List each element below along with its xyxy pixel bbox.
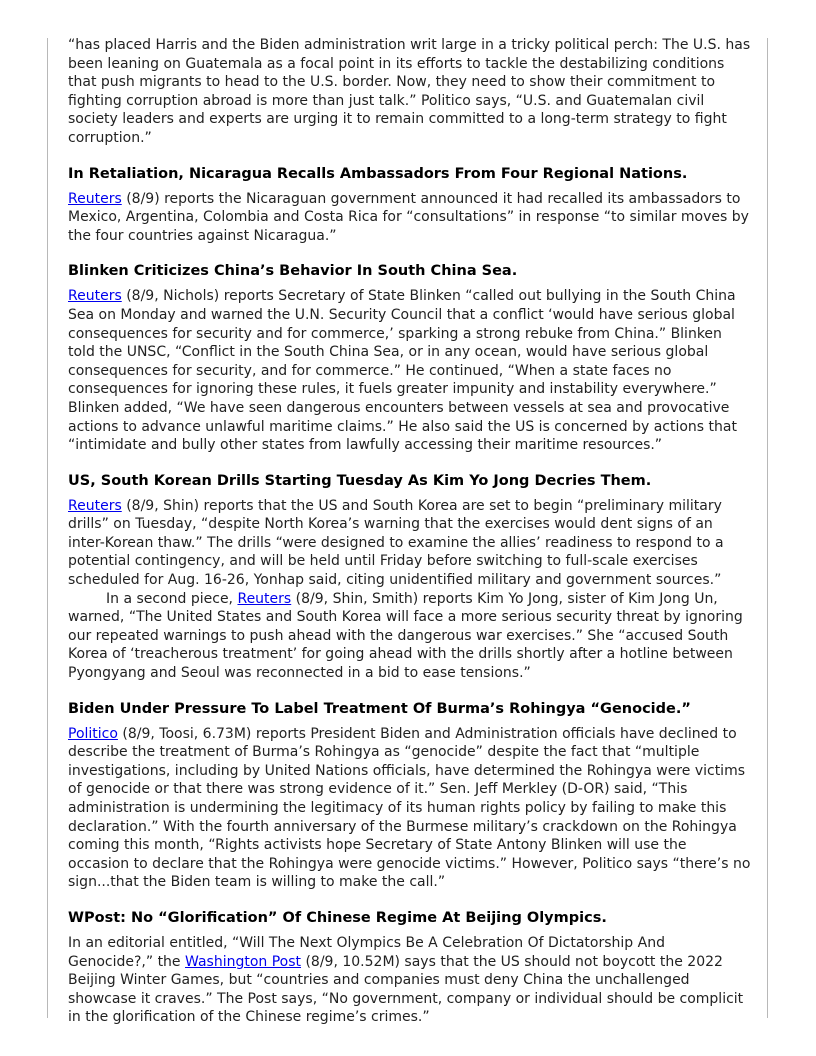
source-link-reuters[interactable]: Reuters bbox=[68, 190, 122, 207]
article-headline: US, South Korean Drills Starting Tuesday As Kim Yo Jong Decries Them. bbox=[68, 472, 652, 489]
article-body bbox=[68, 934, 752, 1027]
article-headline: WPost: No “Glorification” Of Chinese Regime At Beijing Olympics. bbox=[68, 909, 607, 926]
article-south-china-sea bbox=[68, 262, 752, 454]
source-link-politico[interactable]: Politico bbox=[68, 725, 118, 742]
article-text: (8/9, Shin) reports that the US and South Korea are set to begin “preliminary military drills” on Tuesday, “despite North Korea’s warning that the exercises would dent signs of an inter-Korean thaw.” The drills “were designed to examine the allies’ readiness to respond to a potential contingency, and will be held until Friday before switching to full-scale exercises scheduled for Aug. 16-26, Yonhap said, citing unidentified military and government sources.” bbox=[68, 497, 724, 589]
intro-paragraph: “has placed Harris and the Biden administration writ large in a tricky political perch: The U.S. has been leaning on Guatemala as a focal point in its efforts to tackle the destabilizing conditions that push migrants to head to the U.S. border. Now, they need to show their commitment to fighting corruption abroad is more than just talk.” Politico says, “U.S. and Guatemalan civil society leaders and experts are urging it to remain committed to a long-term strategy to fight corruption.” bbox=[68, 37, 751, 146]
article-headline: Blinken Criticizes China’s Behavior In South China Sea. bbox=[68, 263, 518, 280]
source-link-reuters[interactable]: Reuters bbox=[68, 288, 122, 305]
article-text: (8/9, 10.52M) says that the US should not boycott the 2022 Beijing Winter Games, but “countries and companies must deny China the unchallenged showcase it craves.” The Post says, “No government, company or individual should be complicit in the glorification of the Chinese regime’s crimes.” bbox=[68, 953, 744, 1026]
source-link-washington-post[interactable]: Washington Post bbox=[185, 953, 302, 970]
article-headline: Biden Under Pressure To Label Treatment Of Burma’s Rohingya “Genocide.” bbox=[68, 700, 691, 717]
source-link-reuters-second[interactable]: Reuters bbox=[237, 590, 292, 607]
article-text-lead: In a second piece, bbox=[106, 590, 238, 607]
article-body-second bbox=[68, 590, 752, 683]
article-headline: In Retaliation, Nicaragua Recalls Ambassadors From Four Regional Nations. bbox=[68, 165, 688, 182]
article-korea-drills bbox=[68, 472, 752, 683]
source-link-reuters[interactable]: Reuters bbox=[68, 497, 122, 514]
article-text: (8/9, Nichols) reports Secretary of State Blinken “called out bullying in the South China Sea on Monday and warned the U.N. Security Council that a conflict ‘would have serious global consequences for security and for commerce,’ sparking a strong rebuke from China.” Blinken told the UNSC, “Conflict in the South China Sea, or in any ocean, would have serious global consequences for security, and for commerce.” He continued, “When a state faces no consequences for ignoring these rules, it fuels greater impunity and instability everywhere.” Blinken added, “We have seen dangerous encounters between vessels at sea and provocative actions to advance unlawful maritime claims.” He also said the US is concerned by actions that “intimidate and bully other states from lawfully accessing their maritime resources.” bbox=[68, 288, 737, 454]
article-body bbox=[68, 190, 752, 246]
article-rohingya bbox=[68, 700, 752, 892]
article-body bbox=[68, 725, 752, 892]
article-body bbox=[68, 497, 752, 590]
left-margin-rule bbox=[47, 38, 48, 1018]
article-text: (8/9, Shin, Smith) reports Kim Yo Jong, sister of Kim Jong Un, warned, “The United States and South Korea will face a more serious security threat by ignoring our repeated warnings to push ahead with the dangerous war exercises.” She “accused South Korea of ‘treacherous treatment’ for going ahead with the drills shortly after a hotline between Pyongyang and Seoul was reconnected in a bid to ease tensions.” bbox=[68, 590, 743, 682]
right-margin-rule bbox=[767, 38, 768, 1018]
article-olympics bbox=[68, 909, 752, 1027]
news-brief-column bbox=[68, 36, 752, 1027]
article-text: (8/9, Toosi, 6.73M) reports President Biden and Administration officials have declined to describe the treatment of Burma’s Rohingya as “genocide” despite the fact that “multiple investigations, including by United Nations officials, have determined the Rohingya were victims of genocide or that there was strong evidence of it.” Sen. Jeff Merkley (D-OR) said, “This administration is undermining the legitimacy of its human rights policy by failing to make this declaration.” With the fourth anniversary of the Burmese military’s crackdown on the Rohingya coming this month, “Rights activists hope Secretary of State Antony Blinken will use the occasion to declare that the Rohingya were genocide victims.” However, Politico says “there’s no sign...that the Biden team is willing to make the call.” bbox=[68, 725, 751, 891]
article-text: (8/9) reports the Nicaraguan government announced it had recalled its ambassadors to Mexico, Argentina, Colombia and Costa Rica for “consultations” in response “to similar moves by the four countries against Nicaragua.” bbox=[68, 190, 749, 244]
article-text-lead: In an editorial entitled, “Will The Next Olympics Be A Celebration Of Dictatorship And Genocide?,” the bbox=[68, 934, 665, 970]
article-nicaragua bbox=[68, 165, 752, 246]
article-body bbox=[68, 287, 752, 454]
